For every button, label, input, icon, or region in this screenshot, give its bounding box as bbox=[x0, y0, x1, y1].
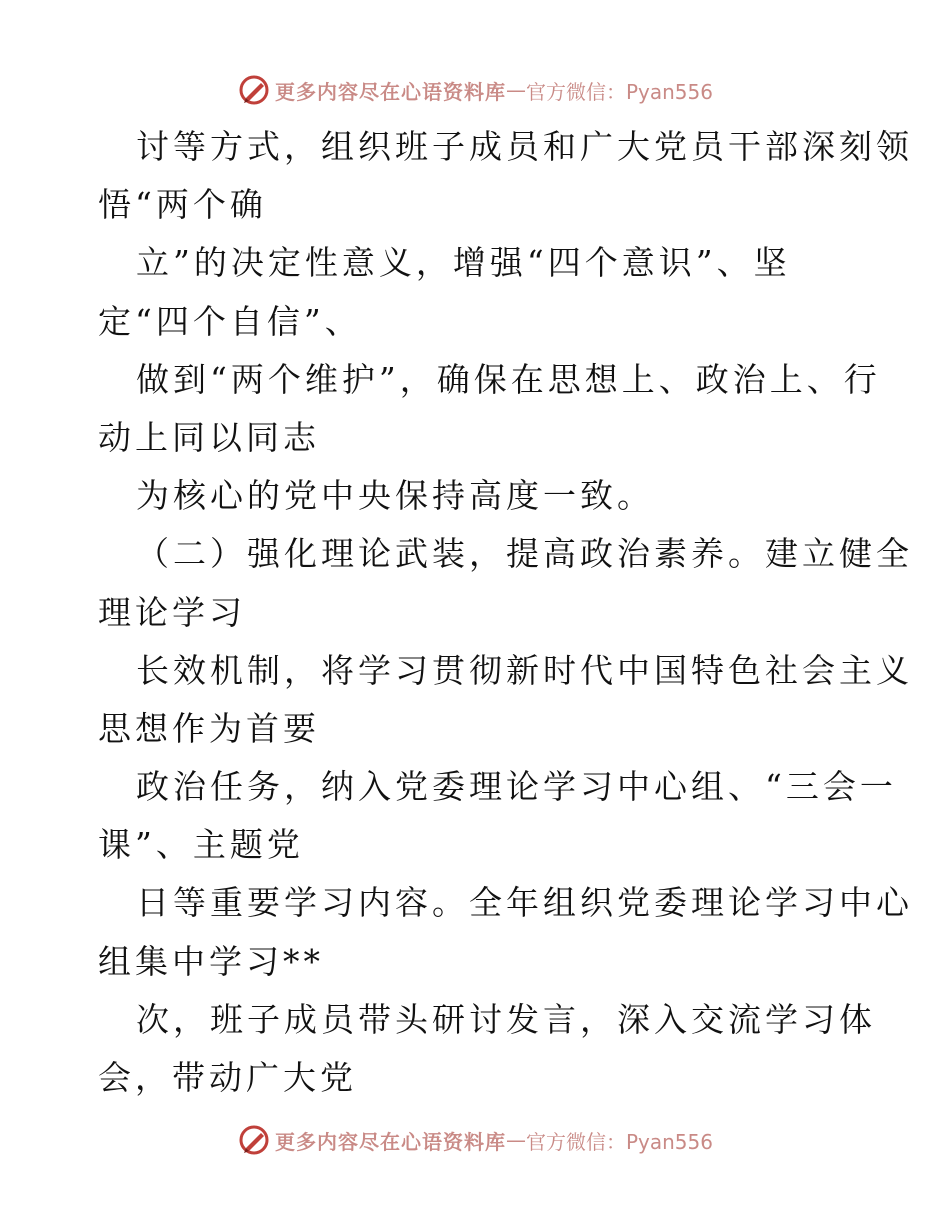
text-line: 课”、主题党 bbox=[98, 825, 304, 865]
watermark-brand: 更多内容尽在心语资料库 bbox=[274, 79, 506, 104]
text-line: 次，班子成员带头研讨发言，深入交流学习体 bbox=[136, 999, 876, 1039]
text-line: 长效机制，将学习贯彻新时代中国特色社会主义 bbox=[136, 650, 913, 690]
watermark-brand: 更多内容尽在心语资料库 bbox=[274, 1129, 506, 1154]
text-line: 定“四个自信”、 bbox=[98, 301, 362, 341]
text-line: （二）强化理论武装，提高政治素养。建立健全 bbox=[136, 534, 913, 574]
text-line: 日等重要学习内容。全年组织党委理论学习中心 bbox=[136, 883, 913, 923]
watermark-contact: 官方微信：Pyan556 bbox=[525, 79, 713, 104]
text-line: 思想作为首要 bbox=[98, 708, 320, 748]
watermark-separator: — bbox=[505, 78, 526, 102]
text-line: 组集中学习** bbox=[98, 941, 324, 981]
text-line: 理论学习 bbox=[98, 592, 246, 632]
text-line: 为核心的党中央保持高度一致。 bbox=[136, 476, 654, 516]
watermark-contact: 官方微信：Pyan556 bbox=[525, 1129, 713, 1154]
header-watermark bbox=[0, 68, 950, 112]
text-line: 会，带动广大党 bbox=[98, 1058, 357, 1097]
text-line: 做到“两个维护”，确保在思想上、政治上、行 bbox=[136, 359, 881, 399]
text-line: 讨等方式，组织班子成员和广大党员干部深刻领 bbox=[136, 127, 913, 166]
text-line: 悟“两个确 bbox=[98, 185, 267, 225]
text-line: 政治任务，纳入党委理论学习中心组、“三会一 bbox=[136, 767, 897, 807]
pen-logo-icon bbox=[237, 1123, 271, 1157]
document-body bbox=[98, 118, 913, 1107]
pen-logo-icon bbox=[237, 73, 271, 107]
watermark-separator: — bbox=[505, 1128, 526, 1152]
footer-watermark bbox=[0, 1118, 950, 1162]
text-line: 立”的决定性意义，增强“四个意识”、坚 bbox=[136, 243, 791, 283]
text-line: 动上同以同志 bbox=[98, 417, 320, 457]
